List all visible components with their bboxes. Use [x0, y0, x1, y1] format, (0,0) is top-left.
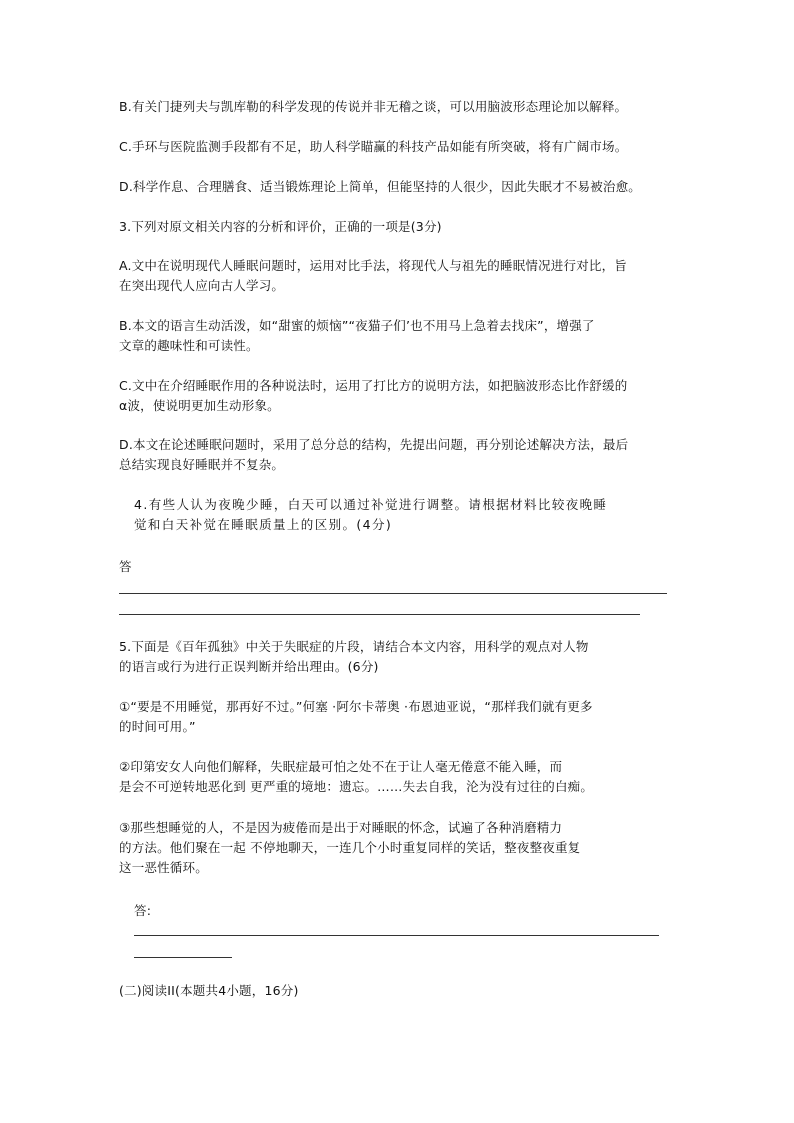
- q3-option-b-line1: B.本文的语言生动活泼，如“甜蜜的烦恼”“夜猫子们’也不用马上急着去找床”，增强了: [119, 318, 595, 333]
- q4-stem-line1: 4.有些人认为夜晚少睡，白天可以通过补觉进行调整。请根据材料比较夜晚睡: [134, 497, 608, 512]
- q5-answer-line-2[interactable]: [134, 957, 232, 958]
- q3-option-c-line2: α波，使说明更加生动形象。: [119, 398, 280, 413]
- q5-item2-line1: ②印第安女人向他们解释，失眠症最可怕之处不在于让人毫无倦意不能入睡，而: [119, 759, 563, 774]
- q3-stem: 3.下列对原文相关内容的分析和评价，正确的一项是(3分): [119, 219, 442, 234]
- q4-stem-line2: 觉和白天补觉在睡眠质量上的区别。(4分): [134, 517, 393, 532]
- q2-option-c: C.手环与医院监测手段都有不足，助人科学瞄赢的科技产品如能有所突破，将有广阔市场。: [119, 139, 628, 154]
- q3-option-d-line2: 总结实现良好睡眠并不复杂。: [119, 457, 285, 472]
- q5-item3-line2: 的方法。他们聚在一起 不停地聊天，一连几个小时重复同样的笑话，整夜整夜重复: [119, 840, 581, 855]
- section-reading-ii-heading: (二)阅读II(本题共4小题，16分): [119, 983, 299, 998]
- q3-option-a-line1: A.文中在说明现代人睡眠问题时，运用对比手法，将现代人与祖先的睡眠情况进行对比，旨: [119, 258, 628, 273]
- q2-option-d: D.科学作息、合理膳食、适当锻炼理论上简单，但能坚持的人很少，因此失眠才不易被治愈。: [119, 179, 642, 194]
- q4-answer-line-1[interactable]: [119, 593, 667, 594]
- q5-answer-line-1[interactable]: [134, 935, 659, 936]
- q5-item2-line2: 是会不可逆转地恶化到 更严重的境地：遗忘。……失去自我，沦为没有过往的白痴。: [119, 779, 594, 794]
- q3-option-b-line2: 文章的趣味性和可读性。: [119, 338, 259, 353]
- q5-answer-label: 答:: [134, 903, 152, 918]
- q5-item3-line1: ③那些想睡觉的人，不是因为疲倦而是出于对睡眠的怀念，试遍了各种消磨精力: [119, 820, 563, 835]
- q5-stem-line1: 5.下面是《百年孤独》中关于失眠症的片段，请结合本文内容，用科学的观点对人物: [119, 639, 589, 654]
- q2-option-b: B.有关门捷列夫与凯库勒的科学发现的传说并非无稽之谈，可以用脑波形态理论加以解释。: [119, 99, 628, 114]
- q5-stem-line2: 的语言或行为进行正误判断并给出理由。(6分): [119, 659, 379, 674]
- q5-item3-line3: 这一恶性循环。: [119, 860, 208, 875]
- q3-option-c-line1: C.文中在介绍睡眠作用的各种说法时，运用了打比方的说明方法，如把脑波形态比作舒缓的: [119, 378, 628, 393]
- q4-answer-label: 答: [119, 559, 132, 574]
- q3-option-a-line2: 在突出现代人应向古人学习。: [119, 278, 285, 293]
- q4-answer-line-2[interactable]: [119, 614, 640, 615]
- q3-option-d-line1: D.本文在论述睡眠问题时，采用了总分总的结构，先提出问题，再分别论述解决方法，最后: [119, 437, 629, 452]
- q5-item1-line2: 的时间可用。”: [119, 719, 196, 734]
- q5-item1-line1: ①“要是不用睡觉，那再好不过。”何塞 ·阿尔卡蒂奥 ·布恩迪亚说，“那样我们就有更多: [119, 699, 593, 714]
